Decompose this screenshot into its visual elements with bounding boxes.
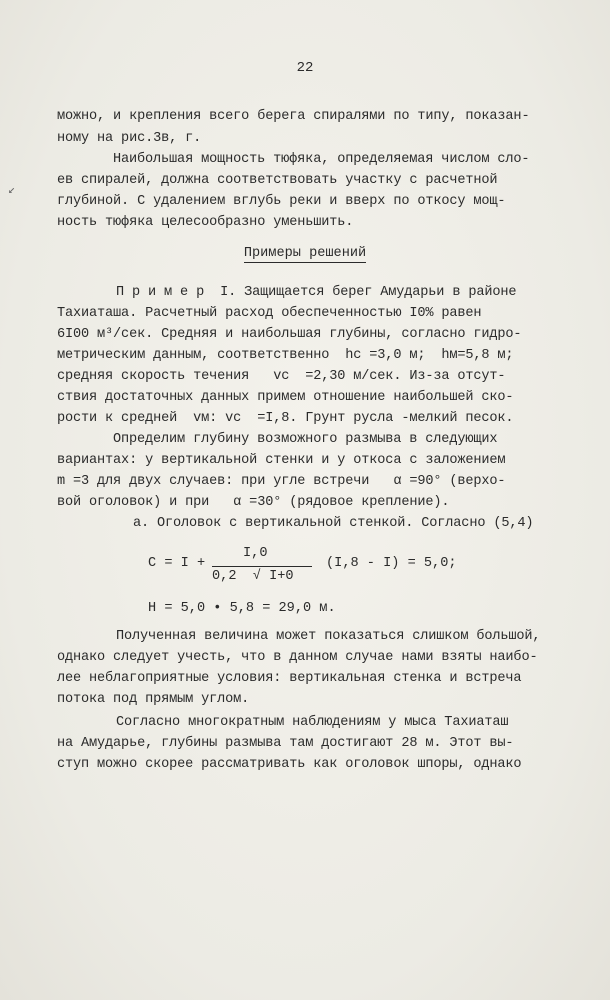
formula-rhs: (I,8 - I) = 5,0; (326, 556, 457, 571)
page-number: 22 (296, 60, 314, 76)
formula-numerator: I,0 (243, 546, 268, 561)
margin-mark: ↙ (8, 183, 16, 197)
section-heading: Примеры решений (243, 246, 367, 261)
formula-denominator: 0,2 √ I+0 (212, 569, 294, 584)
formula-result: H = 5,0 • 5,8 = 29,0 м. (148, 601, 336, 616)
fraction-bar (212, 566, 312, 567)
document-page: 22 можно, и крепления всего берега спиралями по типу, показан- ному на рис.3в, г. Наибольшая мощность тюфяка, определяемая числом сло- ев спиралей, должна соответствовать участку с расчетной глубиной. С удалением вглубь реки и вверх по откосу мощ- ность тюфяка целесообразно уменьшить. ↙ Примеры решений П р и м е р I. Защищается берег Амударьи в районе Тахиаташа. Расчетный расход обеспеченностью I0% равен 6I00 м³/сек. Средняя и наибольшая глубины, согласно гидро- метрическим данным, соответственно hc =3,0 м; hм=5,8 м; средняя скорость течения vc =2,30 м/сек. Из-за отсут- ствия достаточных данных примем отношение наибольшей ско- рости к средней vм: vc =I,8. Грунт русла -мелкий песок. Определим глубину возможного размыва в следующих вариантах: у вертикальной стенки и у откоса с заложением m =3 для двух случаев: при угле встречи α =90° (верхо- вой оголовок) и при α =30° (рядовое крепление). а. Оголовок с вертикальной стенкой. Согласно (5,4) C = I + I,0 0,2 √ I+0 (I,8 - I) = 5,0; H = 5,0 • 5,8 = 29,0 м. Полученная величина может показаться слишком большой, однако следует учесть, что в данном случае нами взяты наибо- лее неблагоприятные условия: вертикальная стенка и встреча потока под прямым углом. Согласно многократным наблюдениям у мыса Тахиаташ на Амударье, глубины размыва там достигают 28 м. Этот вы- ступ можно скорее рассматривать как оголовок шпоры, однако (0, 0, 610, 1000)
formula-lhs: C = I + (148, 556, 206, 571)
